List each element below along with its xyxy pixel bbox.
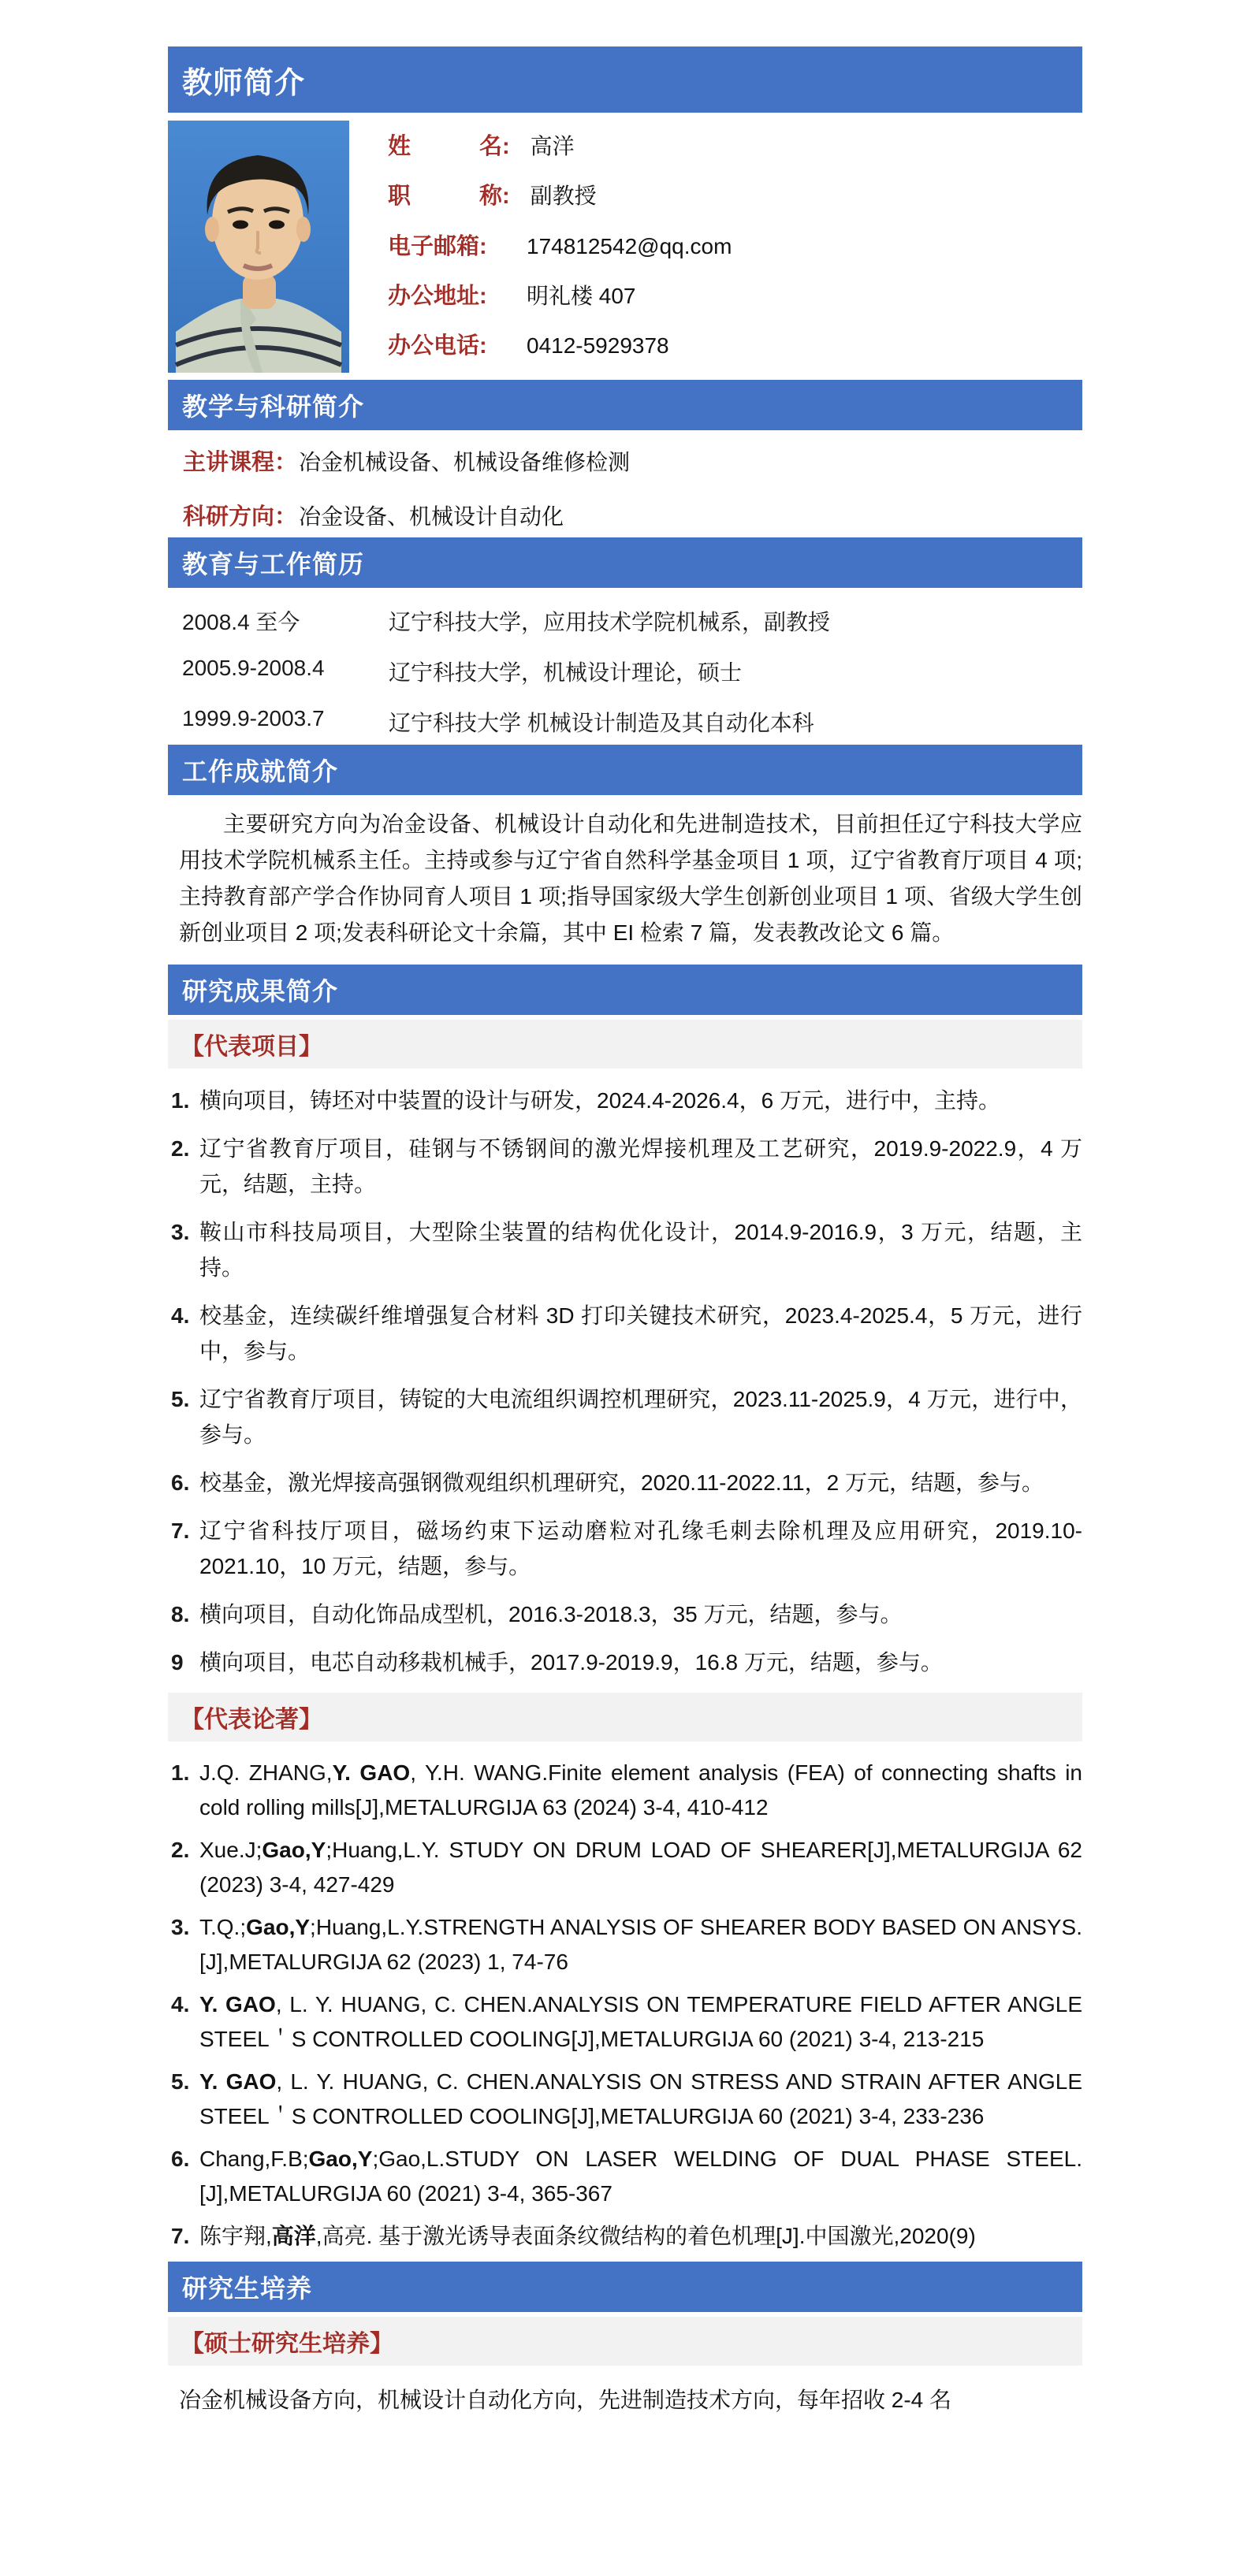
education-period: 2008.4 至今 — [182, 610, 300, 634]
project-item-text: 横向项目，电芯自动移栽机械手，2017.9-2019.9，16.8 万元，结题，参与。 — [199, 1650, 943, 1675]
project-item-text: 横向项目，铸坯对中装置的设计与研发，2024.4-2026.4，6 万元，进行中，主持。 — [199, 1088, 1000, 1113]
profile-field-value: 174812542@qq.com — [527, 233, 732, 258]
project-item — [171, 1083, 1082, 1118]
profile-field-label: 电子邮箱: — [388, 233, 487, 259]
paper-author-highlight: Gao,Y — [246, 1915, 311, 1939]
teaching-row-value: 冶金设备、机械设计自动化 — [299, 504, 564, 529]
paper-item-text: Y. GAO, L. Y. HUANG, C. CHEN.ANALYSIS ON TEMPERATURE FIELD AFTER ANGLE STEEL＇S CONTROLLED COOLING[J],METALURGIJA 60 (2021) 3-4, 213-215 — [199, 1992, 1082, 2051]
project-item-number: 6. — [171, 1470, 190, 1495]
paper-item — [171, 1756, 1082, 1825]
section-header-achievements — [168, 745, 1082, 795]
profile-field-row — [388, 229, 1082, 261]
project-item-text: 辽宁省教育厅项目，铸锭的大电流组织调控机理研究，2023.11-2025.9，4 万元，进行中，参与。 — [199, 1387, 1082, 1447]
teaching-row-label: 主讲课程： — [183, 450, 298, 475]
paper-item-text: Y. GAO, L. Y. HUANG, C. CHEN.ANALYSIS ON STRESS AND STRAIN AFTER ANGLE STEEL＇S CONTROLLED COOLING[J],METALURGIJA 60 (2021) 3-4, 233-236 — [199, 2069, 1082, 2128]
faculty-profile-page — [168, 0, 1082, 2460]
education-row — [182, 605, 1082, 637]
teaching-row — [183, 499, 1082, 531]
papers-list — [168, 1756, 1082, 2254]
teaching-row-value: 冶金机械设备、机械设备维修检测 — [299, 450, 631, 474]
profile-field-value: 0412-5929378 — [527, 333, 669, 358]
section-title-teacher-intro: 教师简介 — [182, 66, 306, 100]
profile-field-label: 职 称: — [388, 184, 510, 210]
profile-field-label: 办公地址: — [388, 283, 487, 309]
profile-fields — [388, 121, 1082, 373]
section-header-teacher-intro — [168, 46, 1082, 113]
profile-field-value: 高洋 — [530, 134, 575, 158]
section-header-research-results — [168, 965, 1082, 1015]
project-item-number: 1. — [171, 1088, 190, 1113]
project-item — [171, 1597, 1082, 1632]
profile-section — [168, 121, 1082, 373]
education-detail: 辽宁科技大学 机械设计制造及其自动化本科 — [389, 711, 814, 735]
project-item-number: 5. — [171, 1387, 190, 1411]
profile-field-label: 办公电话: — [388, 333, 487, 359]
teaching-rows — [168, 430, 1082, 537]
paper-item-text: 陈宇翔,高洋,高亮. 基于激光诱导表面条纹微结构的着色机理[J].中国激光,2020(9) — [199, 2224, 976, 2248]
achievements-paragraph: 主要研究方向为冶金设备、机械设计自动化和先进制造技术，目前担任辽宁科技大学应用技术学院机械系主任。主持或参与辽宁省自然科学基金项目 1 项，辽宁省教育厅项目 4 项;主持教育部产学合作协同育人项目 1 项;指导国家级大学生创新创业项目 1 项、省级大学生创新创业项目 2 项;发表科研论文十余篇，其中 EI 检索 7 篇，发表教改论文 6 篇。 — [179, 812, 1082, 945]
subheading-band-masters-training — [168, 2317, 1082, 2366]
section-title-research-results: 研究成果简介 — [182, 977, 339, 1005]
paper-item-text: T.Q.;Gao,Y;Huang,L.Y.STRENGTH ANALYSIS OF SHEARER BODY BASED ON ANSYS.[J],METALURGIJA 62 (2023) 1, 74-76 — [199, 1915, 1082, 1974]
profile-field-value: 明礼楼 407 — [527, 283, 636, 308]
project-item-number: 8. — [171, 1602, 190, 1626]
section-title-teaching-research: 教学与科研简介 — [182, 392, 365, 421]
project-item-text: 辽宁省教育厅项目，硅钢与不锈钢间的激光焊接机理及工艺研究，2019.9-2022.9，4 万元，结题，主持。 — [199, 1136, 1082, 1196]
projects-list — [168, 1083, 1082, 1680]
education-detail: 辽宁科技大学，机械设计理论，硕士 — [389, 660, 743, 685]
paper-item-number: 2. — [171, 1838, 190, 1862]
paper-item-text: Chang,F.B;Gao,Y;Gao,L.STUDY ON LASER WELDING OF DUAL PHASE STEEL.[J],METALURGIJA 60 (2021) 3-4, 365-367 — [199, 2147, 1082, 2206]
paper-item-text: J.Q. ZHANG,Y. GAO, Y.H. WANG.Finite element analysis (FEA) of connecting shafts in cold rolling mills[J],METALURGIJA 63 (2024) 3-4, 410-412 — [199, 1760, 1082, 1820]
project-item — [171, 1465, 1082, 1500]
education-detail: 辽宁科技大学，应用技术学院机械系，副教授 — [389, 610, 831, 634]
masters-training-heading: 【硕士研究生培养】 — [181, 2331, 393, 2357]
subheading-band-projects — [168, 1020, 1082, 1069]
paper-item — [171, 2219, 1082, 2254]
paper-item-number: 4. — [171, 1992, 190, 2017]
education-period: 2005.9-2008.4 — [182, 656, 325, 680]
profile-field-value: 副教授 — [530, 184, 597, 209]
portrait-photo-image — [168, 121, 349, 373]
paper-item — [171, 1987, 1082, 2057]
paper-item-number: 5. — [171, 2069, 190, 2094]
project-item — [171, 1645, 1082, 1680]
project-item-text: 鞍山市科技局项目，大型除尘装置的结构优化设计，2014.9-2016.9，3 万元，结题，主持。 — [199, 1220, 1082, 1280]
project-item — [171, 1513, 1082, 1584]
paper-author-highlight: Y. GAO — [199, 2069, 277, 2094]
project-item-number: 4. — [171, 1303, 190, 1328]
profile-field-row — [388, 178, 1082, 210]
teaching-row-label: 科研方向： — [183, 504, 298, 530]
paper-item-number: 7. — [171, 2224, 190, 2248]
project-item-number: 9 — [171, 1650, 184, 1675]
paper-item — [171, 2065, 1082, 2134]
paper-item-text: Xue.J;Gao,Y;Huang,L.Y. STUDY ON DRUM LOAD OF SHEARER[J],METALURGIJA 62 (2023) 3-4, 427-429 — [199, 1838, 1082, 1897]
profile-field-row — [388, 328, 1082, 360]
project-item — [171, 1381, 1082, 1452]
profile-field-row — [388, 128, 1082, 161]
project-item-number: 7. — [171, 1518, 190, 1543]
section-title-achievements: 工作成就简介 — [182, 757, 339, 786]
paper-item-number: 6. — [171, 2147, 190, 2171]
project-item-text: 校基金，连续碳纤维增强复合材料 3D 打印关键技术研究，2023.4-2025.4，5 万元，进行中，参与。 — [199, 1303, 1082, 1363]
papers-heading: 【代表论著】 — [181, 1707, 322, 1733]
section-header-graduate-training — [168, 2262, 1082, 2312]
paper-author-highlight: Y. GAO — [332, 1760, 411, 1785]
paper-author-highlight: Gao,Y — [308, 2147, 373, 2171]
profile-field-label: 姓 名: — [388, 134, 510, 159]
paper-item-number: 3. — [171, 1915, 190, 1939]
paper-item — [171, 1833, 1082, 1902]
education-rows — [168, 588, 1082, 745]
profile-field-row — [388, 278, 1082, 310]
paper-item-number: 1. — [171, 1760, 190, 1785]
section-title-graduate-training: 研究生培养 — [182, 2274, 313, 2303]
profile-photo — [168, 121, 349, 373]
project-item-number: 2. — [171, 1136, 190, 1161]
subheading-band-papers — [168, 1693, 1082, 1741]
section-title-education-work: 教育与工作简历 — [182, 550, 365, 578]
education-row — [182, 656, 1082, 687]
education-row — [182, 706, 1082, 738]
paper-author-highlight: 高洋 — [271, 2224, 316, 2248]
paper-author-highlight: Gao,Y — [262, 1838, 326, 1862]
project-item-text: 辽宁省科技厅项目，磁场约束下运动磨粒对孔缘毛刺去除机理及应用研究，2019.10-2021.10，10 万元，结题，参与。 — [199, 1518, 1082, 1578]
projects-heading: 【代表项目】 — [181, 1034, 322, 1060]
paper-item — [171, 2142, 1082, 2211]
education-period: 1999.9-2003.7 — [182, 706, 325, 730]
project-item-text: 校基金，激光焊接高强钢微观组织机理研究，2020.11-2022.11，2 万元，结题，参与。 — [199, 1470, 1044, 1495]
project-item-text: 横向项目，自动化饰品成型机，2016.3-2018.3，35 万元，结题，参与。 — [199, 1602, 903, 1626]
graduate-recruiting-text: 冶金机械设备方向，机械设计自动化方向，先进制造技术方向，每年招收 2-4 名 — [179, 2388, 952, 2412]
bottom-spacer — [168, 2414, 1082, 2460]
project-item — [171, 1214, 1082, 1285]
paper-item — [171, 1910, 1082, 1979]
project-item — [171, 1298, 1082, 1369]
section-header-teaching-research — [168, 380, 1082, 430]
project-item — [171, 1131, 1082, 1202]
project-item-number: 3. — [171, 1220, 190, 1244]
paper-author-highlight: Y. GAO — [199, 1992, 276, 2017]
section-header-education-work — [168, 537, 1082, 588]
teaching-row — [183, 444, 1082, 477]
